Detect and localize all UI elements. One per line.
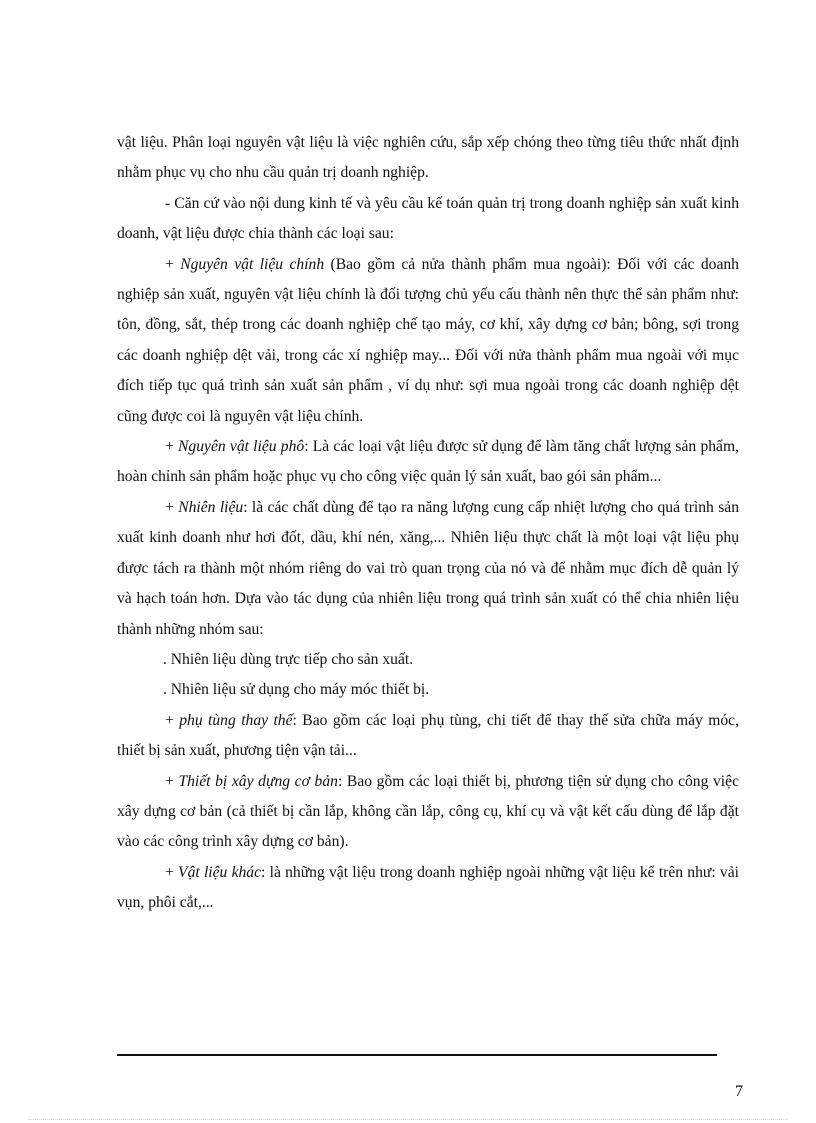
item-prefix: + xyxy=(165,498,179,516)
term-other-materials: Vật liệu khác xyxy=(178,863,262,881)
page-bottom-border xyxy=(28,1119,788,1120)
description-fuel: : là các chất dùng để tạo ra năng lượng cung cấp nhiệt lượng cho quá trình sản xuất kinh doanh như hơi đốt, dầu, khí nén, xăng,... Nhiên liệu thực chất là một loại vật liệu phụ được tách ra thành một nhóm riêng do vai trò quan trọng của nó và để nhằm mục đích dễ quản lý và hạch toán hơn. Dựa vào tác dụng của nhiên liệu trong quá trình sản xuất có thể chia nhiên liệu thành những nhóm sau: xyxy=(117,498,740,638)
item-prefix: + xyxy=(165,711,180,729)
term-construction-equipment: Thiết bị xây dựng cơ bản xyxy=(178,772,338,790)
list-item-fuel-machinery: . Nhiên liệu sử dụng cho máy móc thiết bị. xyxy=(163,681,430,699)
paragraph-construction-equipment xyxy=(117,767,739,858)
list-item-fuel-direct: . Nhiên liệu dùng trực tiếp cho sản xuất. xyxy=(163,650,414,668)
term-fuel: Nhiên liệu xyxy=(178,498,244,516)
description-spare-parts: : Bao gồm các loại phụ tùng, chi tiết để thay thế sửa chữa máy móc, thiết bị sản xuất, phương tiện vận tải... xyxy=(117,711,739,760)
body-text xyxy=(117,128,739,919)
description-construction-equipment: : Bao gồm các loại thiết bị, phương tiện sử dụng cho công việc xây dựng cơ bản (cả thiết bị cần lắp, không cần lắp, công cụ, khí cụ và vật kết cấu dùng để lắp đặt vào các công trình xây dựng cơ bản). xyxy=(117,772,739,851)
term-spare-parts: phụ tùng thay thế xyxy=(179,711,293,729)
description-auxiliary-materials: : Là các loại vật liệu được sử dụng để làm tăng chất lượng sản phẩm, hoàn chỉnh sản phẩm hoặc phục vụ cho công việc quản lý sản xuất, bao gói sản phẩm... xyxy=(117,438,739,486)
page-number: 7 xyxy=(735,1083,743,1100)
paragraph-main-materials xyxy=(117,250,739,432)
paragraph-fuel xyxy=(117,493,739,645)
item-prefix: + xyxy=(165,772,179,790)
item-prefix: + xyxy=(165,255,181,273)
paragraph-spare-parts xyxy=(117,706,739,767)
footer-rule xyxy=(117,1054,717,1056)
paragraph-other-materials xyxy=(117,858,739,919)
paragraph-auxiliary-materials xyxy=(117,432,739,493)
item-prefix: + xyxy=(165,438,179,456)
paragraph-classification: - Căn cứ vào nội dung kinh tế và yêu cầu kế toán quản trị trong doanh nghiệp sản xuất kinh doanh, vật liệu được chia thành các loại sau: xyxy=(117,194,739,243)
term-main-materials: Nguyên vật liệu chính xyxy=(180,255,325,273)
paragraph-intro: vật liệu. Phân loại nguyên vật liệu là việc nghiên cứu, sắp xếp chóng theo từng tiêu thức nhất định nhằm phục vụ cho nhu cầu quản trị doanh nghiệp. xyxy=(117,134,739,182)
term-auxiliary-materials: Nguyên vật liệu phô xyxy=(178,438,305,456)
description-main-materials: (Bao gồm cả nửa thành phẩm mua ngoài): Đối với các doanh nghiệp sản xuất, nguyên vật liệu chính là đối tượng chủ yếu cấu thành nên thực thể sản phẩm như: tôn, đồng, sắt, thép trong các doanh nghiệp chế tạo máy, cơ khí, xây dựng cơ bản; bông, sợi trong các doanh nghiệp dệt vải, trong các xí nghiệp may... Đối với nửa thành phẩm mua ngoài với mục đích tiếp tục quá trình sản xuất sản phẩm , ví dụ như: sợi mua ngoài trong các doanh nghiệp dệt cũng được coi là nguyên vật liệu chính. xyxy=(117,255,739,425)
item-prefix: + xyxy=(165,863,179,881)
description-other-materials: : là những vật liệu trong doanh nghiệp ngoài những vật liệu kể trên như: vải vụn, phôi cắt,... xyxy=(117,863,739,912)
